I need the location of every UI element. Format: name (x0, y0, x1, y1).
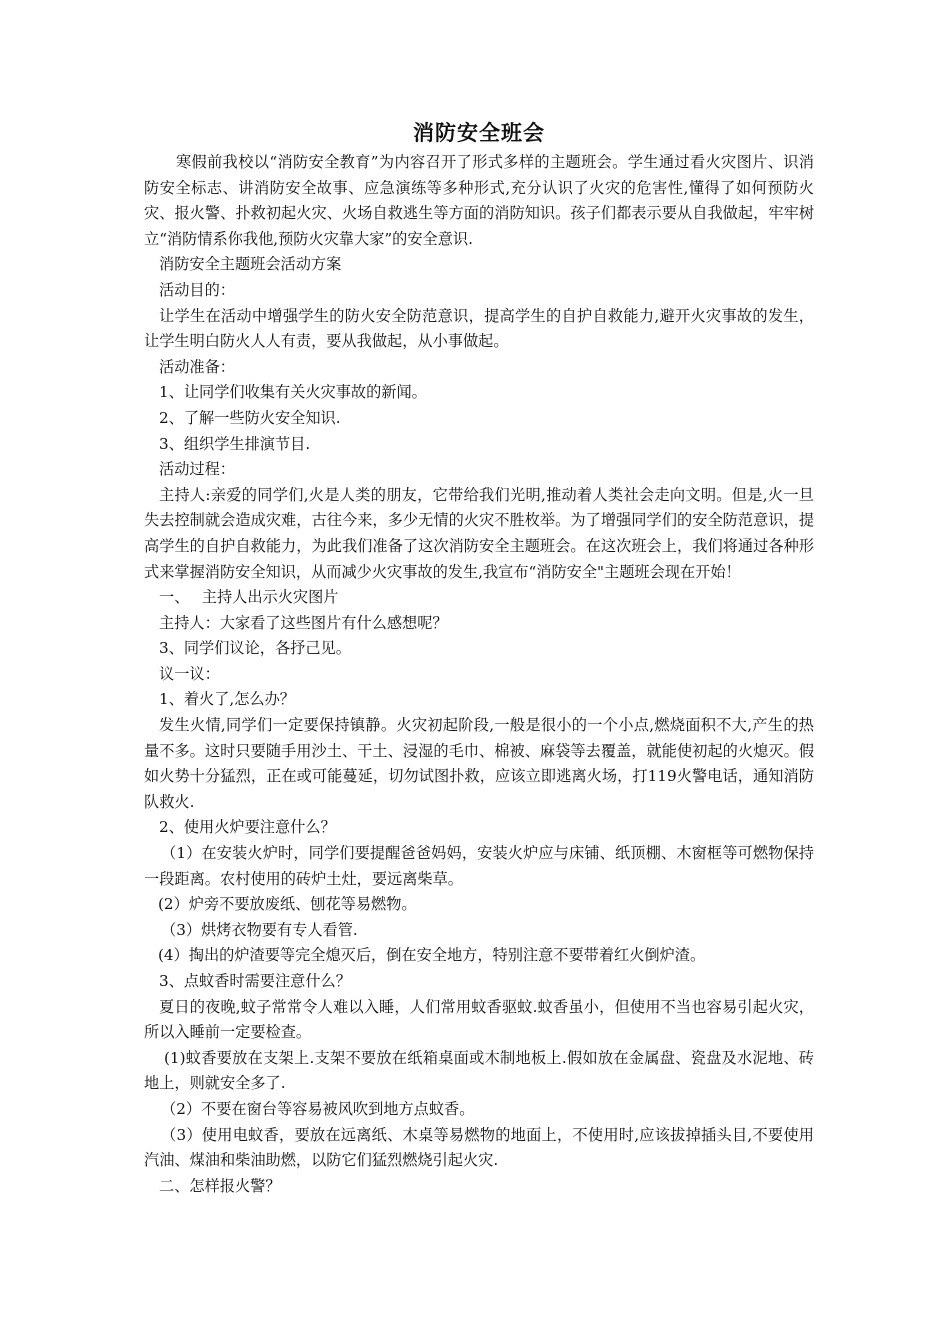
paragraph: 主持人:亲爱的同学们,火是人类的朋友，它带给我们光明,推动着人类社会走向文明。但是,火一旦失去控制就会造成灾难，古往今来，多少无情的火灾不胜枚举。为了增强同学们的安全防范意识，提高学生的自护自救能力，为此我们准备了这次消防安全主题班会。在这次班会上，我们将通过各种形式来掌握消防安全知识，从而减少火灾事故的发生,我宣布“消防安全"主题班会现在开始！ (144, 485, 814, 581)
paragraph: 3、同学们议论，各抒己见。 (159, 639, 351, 658)
document-body (144, 150, 814, 1199)
paragraph: 消防安全主题班会活动方案 (159, 255, 342, 274)
paragraph: 让学生在活动中增强学生的防火安全防范意识，提高学生的自护自救能力,避开火灾事故的发生，让学生明白防火人人有责，要从我做起，从小事做起。 (144, 306, 814, 351)
paragraph: （1）在安装火炉时，同学们要提醒爸爸妈妈，安装火炉应与床铺、纸顶棚、木窗框等可燃物保持一段距离。农村使用的砖炉土灶，要远离柴草。 (144, 844, 814, 888)
paragraph: 二、怎样报火警？ (159, 1176, 281, 1195)
paragraph: 主持人：大家看了这些图片有什么感想呢？ (159, 613, 448, 632)
paragraph: （2）不要在窗台等容易被风吹到地方点蚊香。 (161, 1099, 475, 1118)
paragraph: 活动过程： (159, 460, 235, 479)
paragraph: 2、使用火炉要注意什么？ (159, 818, 336, 837)
paragraph: 活动准备： (159, 357, 235, 376)
paragraph: 发生火情,同学们一定要保持镇静。火灾初起阶段,一般是很小的一个小点,燃烧面积不大,产生的热量不多。这时只要随手用沙土、干土、浸湿的毛巾、棉被、麻袋等去覆盖，就能使初起的火熄灭。假如火势十分猛烈，正在或可能蔓延，切勿试图扑救，应该立即逃离火场，打119火警电话，通知消防队救火. (144, 716, 814, 811)
paragraph: 3、点蚊香时需要注意什么？ (159, 972, 351, 990)
paragraph: 3、组织学生排演节目. (159, 434, 311, 453)
paragraph: (1)蚊香要放在支架上.支架不要放在纸箱桌面或木制地板上.假如放在金属盘、瓷盘及水泥地、砖地上，则就安全多了. (144, 1048, 814, 1093)
paragraph: (2）炉旁不要放废纸、刨花等易燃物。 (158, 895, 417, 914)
document-page (144, 118, 814, 1199)
paragraph: 寒假前我校以“消防安全教育”为内容召开了形式多样的主题班会。学生通过看火灾图片、识消防安全标志、讲消防安全故事、应急演练等多种形式,充分认识了火灾的危害性,懂得了如何预防火灾、报火警、扑救初起火灾、火场自救逃生等方面的消防知识。孩子们都表示要从自我做起，牢牢树立“消防情系你我他,预防火灾靠大家”的安全意识. (144, 153, 814, 248)
document-title: 消防安全班会 (413, 121, 545, 145)
paragraph: 活动目的： (159, 280, 235, 299)
paragraph: （3）使用电蚊香，要放在远离纸、木桌等易燃物的地面上，不使用时,应该拔掉插头目,不要使用汽油、煤油和柴油助燃，以防它们猛烈燃烧引起火灾. (144, 1125, 814, 1170)
paragraph: 一、 主持人出示火灾图片 (159, 588, 339, 607)
paragraph: （3）烘烤衣物要有专人看管. (161, 920, 358, 939)
paragraph: 1、着火了,怎么办？ (159, 690, 295, 709)
paragraph: (4）掏出的炉渣要等完全熄灭后，倒在安全地方，特别注意不要带着红火倒炉渣。 (158, 946, 706, 965)
paragraph: 2、了解一些防火安全知识. (159, 408, 341, 427)
paragraph: 1、让同学们收集有关火灾事故的新闻。 (159, 383, 427, 402)
paragraph: 议一议： (159, 664, 220, 683)
paragraph: 夏日的夜晚,蚊子常常令人难以入睡，人们常用蚊香驱蚊.蚊香虽小，但使用不当也容易引起火灾，所以入睡前一定要检查。 (144, 997, 814, 1042)
